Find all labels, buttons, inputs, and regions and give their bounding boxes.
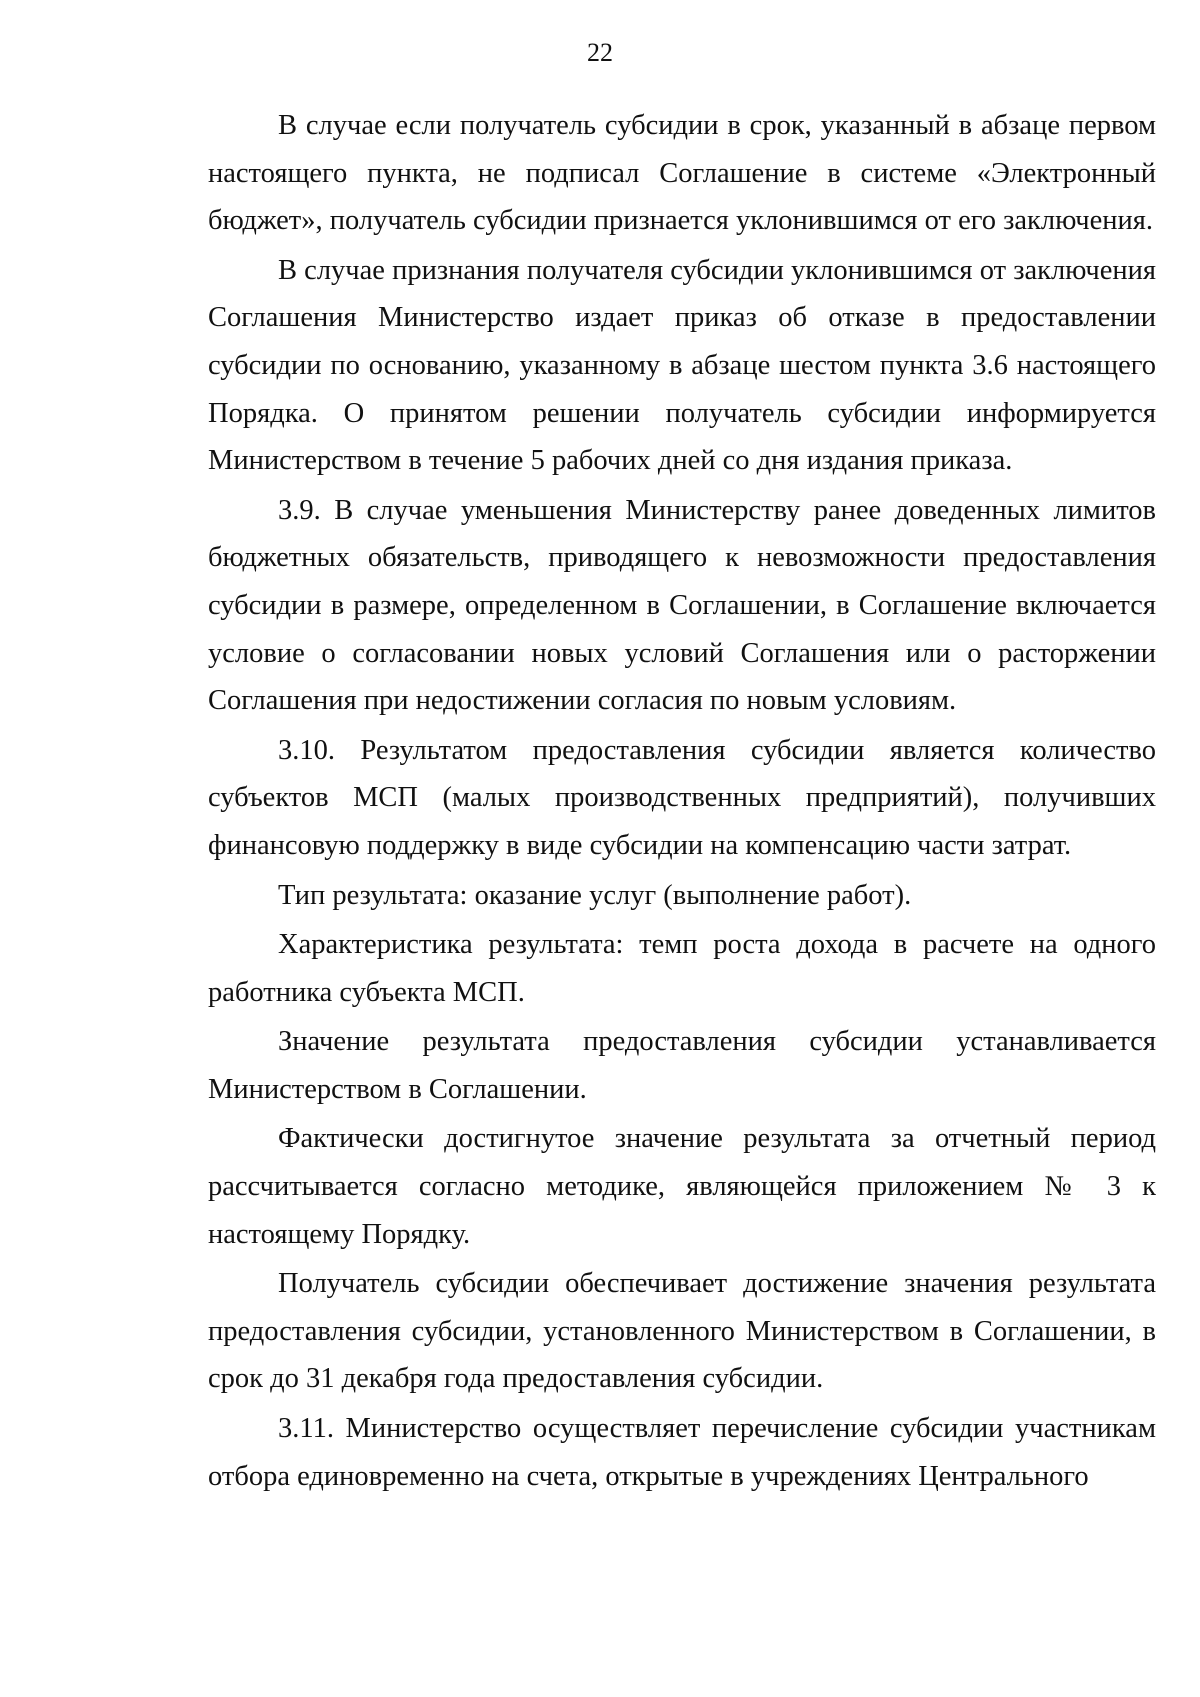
paragraph-result-characteristic: Характеристика результата: темп роста дохода в расчете на одного работника субъекта МСП. — [208, 929, 1156, 1008]
page-number: 22 — [587, 38, 613, 67]
paragraph-3-9: 3.9. В случае уменьшения Министерству ранее доведенных лимитов бюджетных обязательств, приводящего к невозможности предоставления субсидии в размере, определенном в Соглашении, в Соглашение включается условие о согласовании новых условий Соглашения или о расторжении Соглашения при недостижении согласия по новым условиям. — [208, 494, 1156, 717]
paragraph-actual-value: Фактически достигнутое значение результата за отчетный период рассчитывается согласно методике, являющейся приложением № 3 к настоящему Порядку. — [208, 1123, 1156, 1250]
paragraph-refusal-order: В случае признания получателя субсидии уклонившимся от заключения Соглашения Министерство издает приказ об отказе в предоставлении субсидии по основанию, указанному в абзаце шестом пункта 3.6 настоящего Порядка. О принятом решении получатель субсидии информируется Министерством в течение 5 рабочих дней со дня издания приказа. — [208, 254, 1156, 477]
paragraph-result-value: Значение результата предоставления субсидии устанавливается Министерством в Соглашении. — [208, 1026, 1156, 1105]
document-body — [208, 102, 1156, 1502]
paragraph-result-deadline: Получатель субсидии обеспечивает достижение значения результата предоставления субсидии, установленного Министерством в Соглашении, в срок до 31 декабря года предоставления субсидии. — [208, 1268, 1156, 1395]
paragraph-3-10: 3.10. Результатом предоставления субсидии является количество субъектов МСП (малых производственных предприятий), получивших финансовую поддержку в виде субсидии на компенсацию части затрат. — [208, 734, 1156, 861]
paragraph-result-type: Тип результата: оказание услуг (выполнение работ). — [278, 879, 912, 911]
paragraph-3-11: 3.11. Министерство осуществляет перечисление субсидии участникам отбора единовременно на счета, открытые в учреждениях Центрального — [208, 1413, 1156, 1492]
paragraph-evasion-definition: В случае если получатель субсидии в срок, указанный в абзаце первом настоящего пункта, не подписал Соглашение в системе «Электронный бюджет», получатель субсидии признается уклонившимся от его заключения. — [208, 110, 1156, 237]
